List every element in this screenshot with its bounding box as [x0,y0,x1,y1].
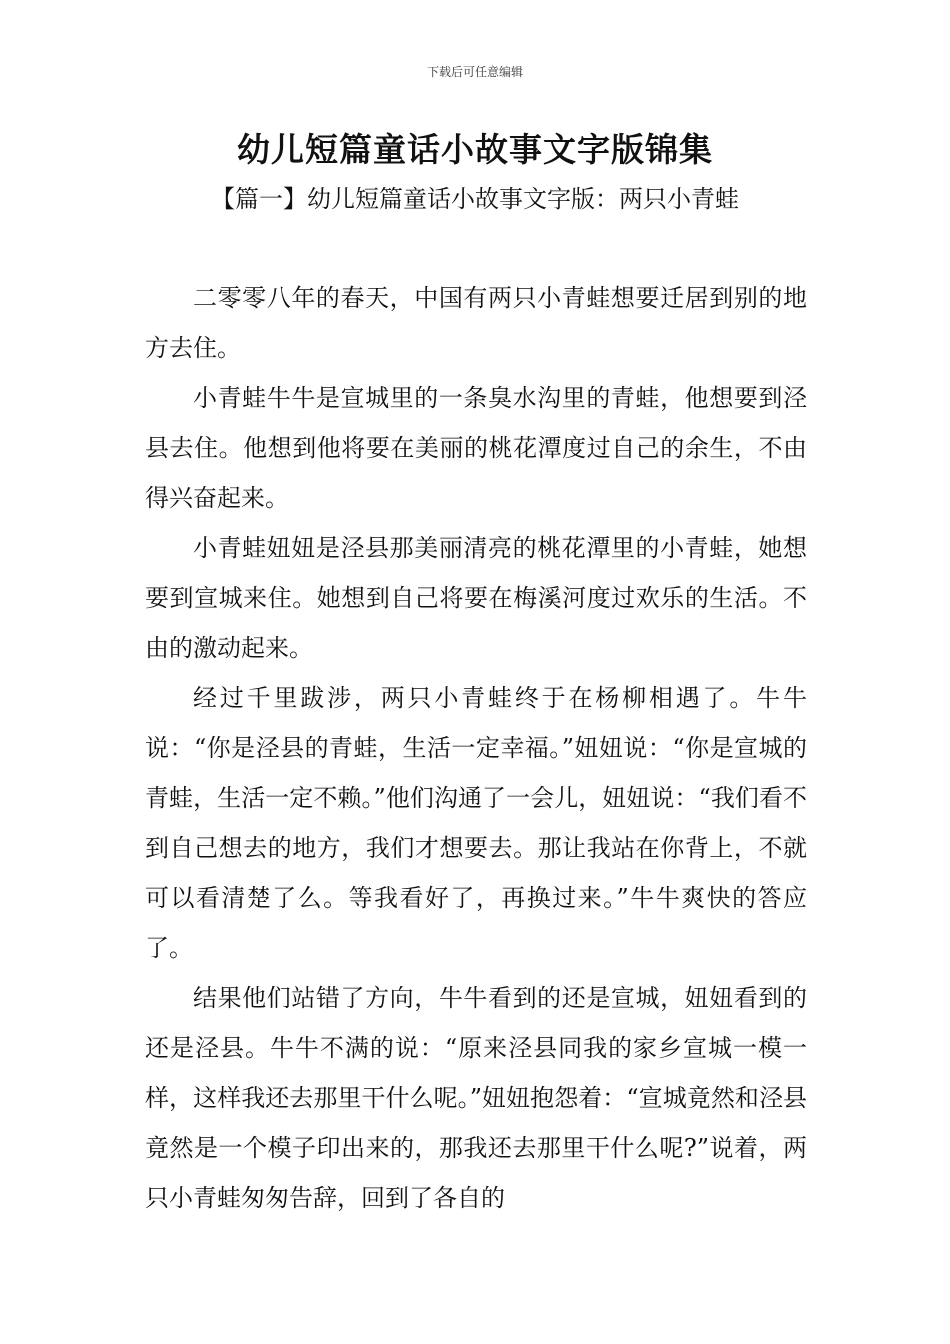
paragraph: 二零零八年的春天，中国有两只小青蛙想要迁居到别的地方去住。 [145,284,807,362]
document-title: 幼儿短篇童话小故事文字版锦集 [237,130,713,169]
paragraph: 小青蛙妞妞是泾县那美丽清亮的桃花潭里的小青蛙，她想要到宣城来住。她想到自己将要在梅溪河度过欢乐的生活。不由的激动起来。 [145,534,807,662]
paragraph: 经过千里跋涉，两只小青蛙终于在杨柳相遇了。牛牛说：“你是泾县的青蛙，生活一定幸福。”妞妞说：“你是宣城的青蛙，生活一定不赖。”他们沟通了一会儿，妞妞说：“我们看不到自己想去的地方，我们才想要去。那让我站在你背上，不就可以看清楚了么。等我看好了，再换过来。”牛牛爽快的答应了。 [145,684,807,962]
header-note: 下载后可任意编辑 [426,65,523,79]
story-body [145,273,807,1223]
section-title: 【篇一】幼儿短篇童话小故事文字版：两只小青蛙 [211,185,739,213]
paragraph: 结果他们站错了方向，牛牛看到的还是宣城，妞妞看到的还是泾县。牛牛不满的说：“原来泾县同我的家乡宣城一模一样，这样我还去那里干什么呢。”妞妞抱怨着：“宣城竟然和泾县竟然是一个模子印出来的，那我还去那里干什么呢?”说着，两只小青蛙匆匆告辞，回到了各自的 [145,984,807,1212]
paragraph: 小青蛙牛牛是宣城里的一条臭水沟里的青蛙，他想要到泾县去住。他想到他将要在美丽的桃花潭度过自己的余生，不由得兴奋起来。 [145,384,807,512]
